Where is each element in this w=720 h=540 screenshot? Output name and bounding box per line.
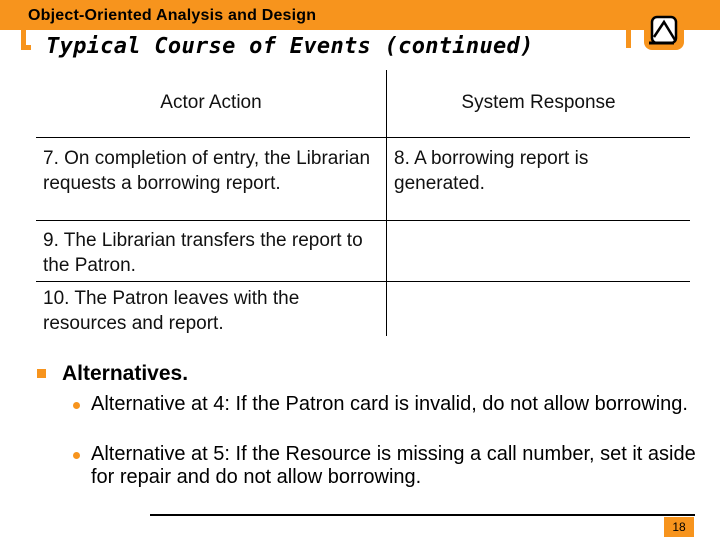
table-cell-system: 8. A borrowing report is generated. — [394, 148, 589, 194]
course-of-events-table — [36, 70, 690, 336]
table-cell-actor: 7. On completion of entry, the Librarian requests a borrowing report. — [43, 148, 371, 194]
alternatives-heading: Alternatives. — [62, 362, 189, 385]
page-corner-icon — [644, 10, 684, 50]
table-cell-actor: 9. The Librarian transfers the report to the Patron. — [43, 230, 363, 276]
column-header-system: System Response — [461, 92, 616, 113]
alternative-item: Alternative at 5: If the Resource is missing a call number, set it aside for repair and do not allow borrowing. — [91, 443, 696, 488]
header-divider — [36, 137, 690, 138]
column-header-actor: Actor Action — [160, 92, 262, 113]
title-bracket-left-cap — [21, 45, 31, 50]
row-divider — [36, 220, 690, 221]
row-divider — [36, 281, 690, 282]
round-bullet-icon — [73, 452, 80, 459]
square-bullet-icon — [37, 369, 46, 378]
slide-title: Typical Course of Events (continued) — [46, 34, 534, 59]
footer-rule — [150, 514, 695, 516]
slide-header — [0, 0, 720, 59]
round-bullet-icon — [73, 402, 80, 409]
title-bracket-right — [626, 30, 631, 48]
course-title: Object-Oriented Analysis and Design — [28, 7, 317, 24]
table-cell-actor: 10. The Patron leaves with the resources and report. — [43, 288, 300, 334]
page-number: 18 — [664, 517, 694, 537]
alternative-item: Alternative at 4: If the Patron card is invalid, do not allow borrowing. — [91, 393, 688, 415]
